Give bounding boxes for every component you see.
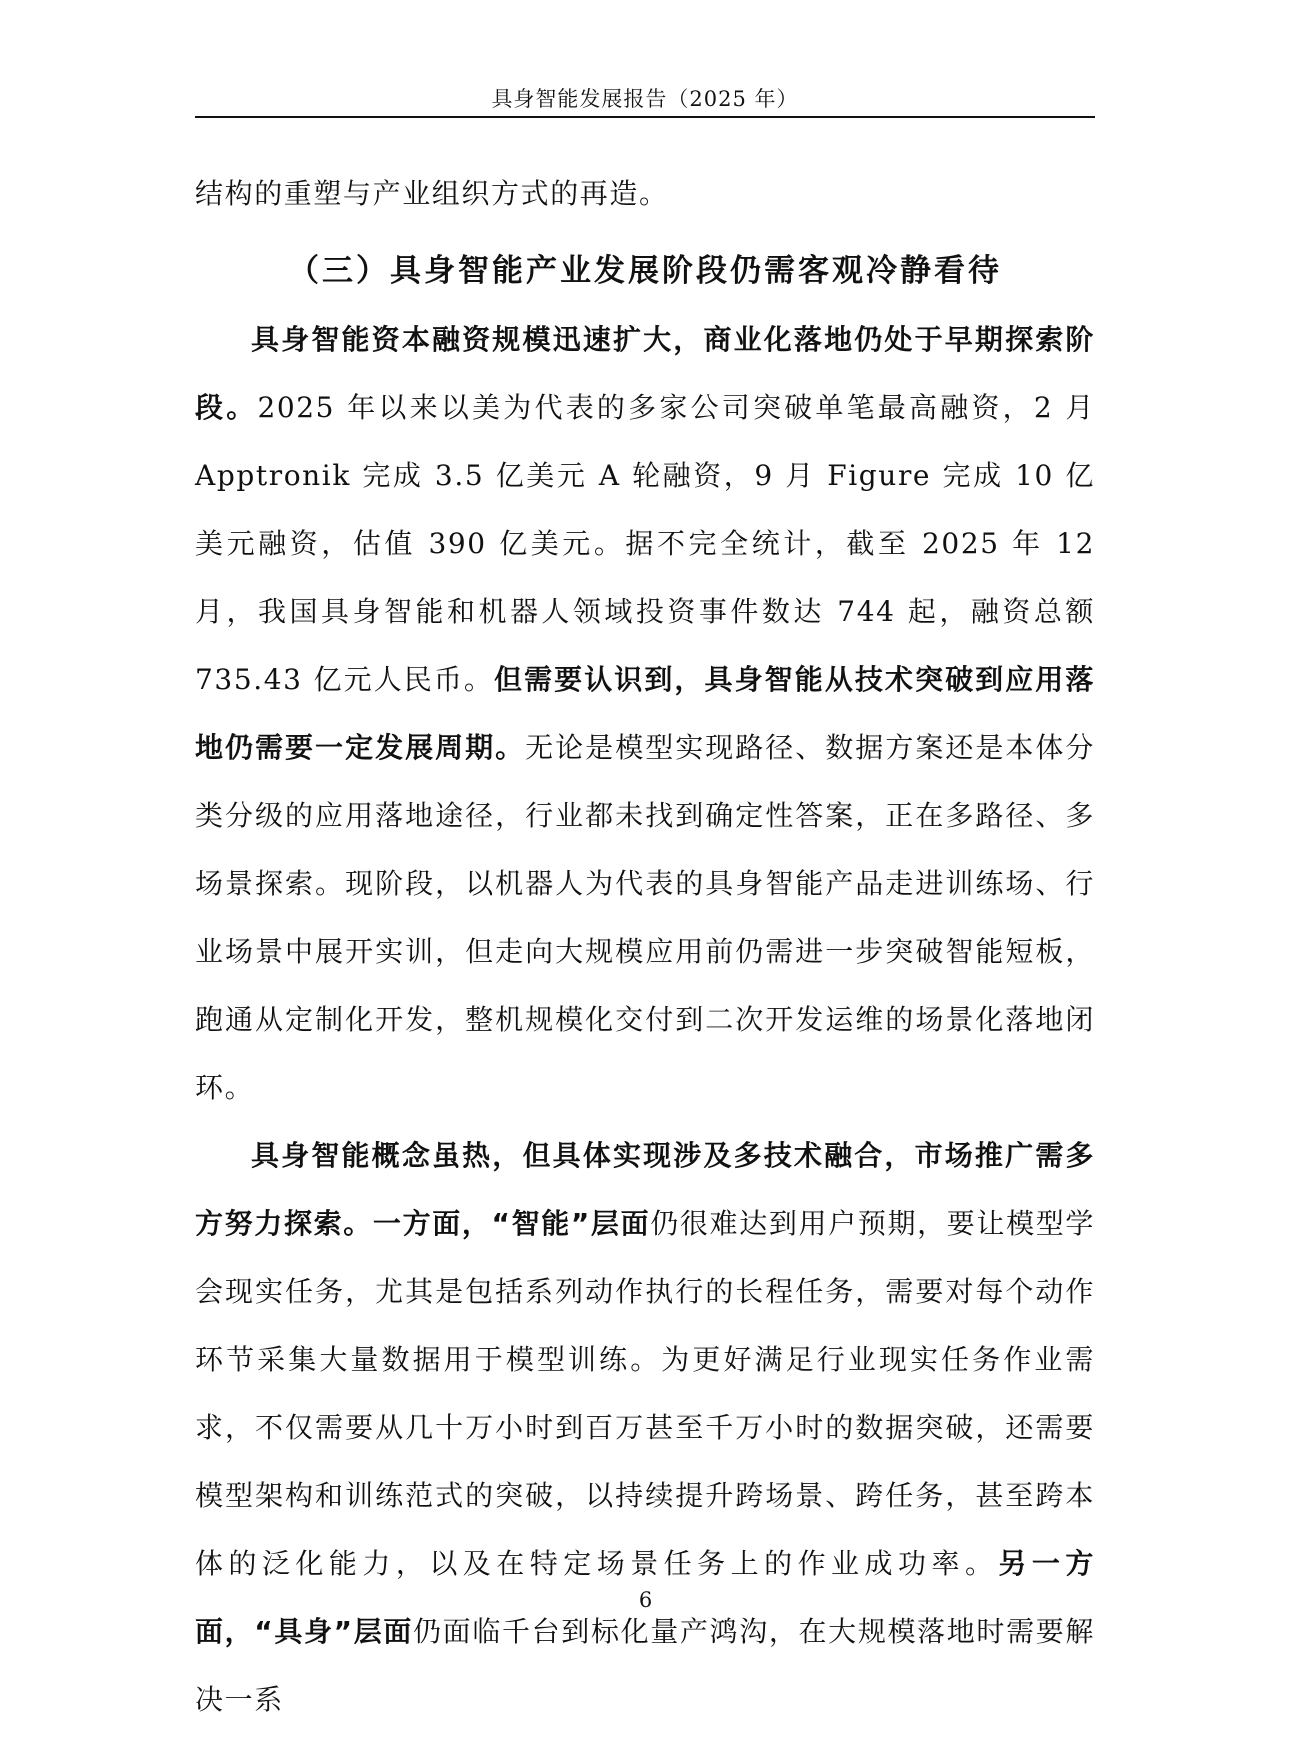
bold-emphasis-development-cycle: 但需要认识到，具身智能从技术突破到应用落地仍需要一定发展周期。	[195, 663, 1095, 764]
header-rule	[195, 116, 1095, 118]
page-number: 6	[638, 1588, 653, 1612]
bold-lead-market-promotion: 具身智能概念虽热，但具体实现涉及多技术融合，市场推广需多方努力探索。一方面，“智能”层面	[195, 1139, 1095, 1240]
paragraph-financing	[195, 306, 1095, 1122]
section-heading: （三）具身智能产业发展阶段仍需客观冷静看待	[288, 253, 1002, 289]
page-content	[195, 160, 1095, 1734]
financing-details: 2025 年以来以美为代表的多家公司突破单笔最高融资，2 月 Apptronik 完成 3.5 亿美元 A 轮融资，9 月 Figure 完成 10 亿美元融资，估值 390 亿美元。据不完全统计，截至 2025 年 12 月，我国具身智能和机器人领域投资事件数达 744 起，融资总额 735.43 亿元人民币。	[195, 391, 1095, 696]
development-cycle-details: 无论是模型实现路径、数据方案还是本体分类分级的应用落地途径，行业都未找到确定性答案，正在多路径、多场景探索。现阶段，以机器人为代表的具身智能产品走进训练场、行业场景中展开实训，但走向大规模应用前仍需进一步突破智能短板，跑通从定制化开发，整机规模化交付到二次开发运维的场景化落地闭环。	[195, 731, 1095, 1104]
running-header: 具身智能发展报告（2025 年）	[491, 87, 799, 111]
bold-lead-financing: 具身智能资本融资规模迅速扩大，商业化落地仍处于早期探索阶段。	[195, 323, 1095, 424]
intelligence-layer-details: 仍很难达到用户预期，要让模型学会现实任务，尤其是包括系列动作执行的长程任务，需要对每个动作环节采集大量数据用于模型训练。为更好满足行业现实任务作业需求，不仅需要从几十万小时到百万甚至千万小时的数据突破，还需要模型架构和训练范式的突破，以持续提升跨场景、跨任务，甚至跨本体的泛化能力，以及在特定场景任务上的作业成功率。	[195, 1207, 1095, 1580]
paragraph-market-promotion	[195, 1122, 1095, 1734]
paragraph-continuation: 结构的重塑与产业组织方式的再造。	[195, 177, 669, 210]
bold-emphasis-embodiment-layer: 另一方面，“具身”层面	[195, 1547, 1095, 1648]
embodiment-layer-details: 仍面临千台到标化量产鸿沟，在大规模落地时需要解决一系	[195, 1615, 1095, 1716]
